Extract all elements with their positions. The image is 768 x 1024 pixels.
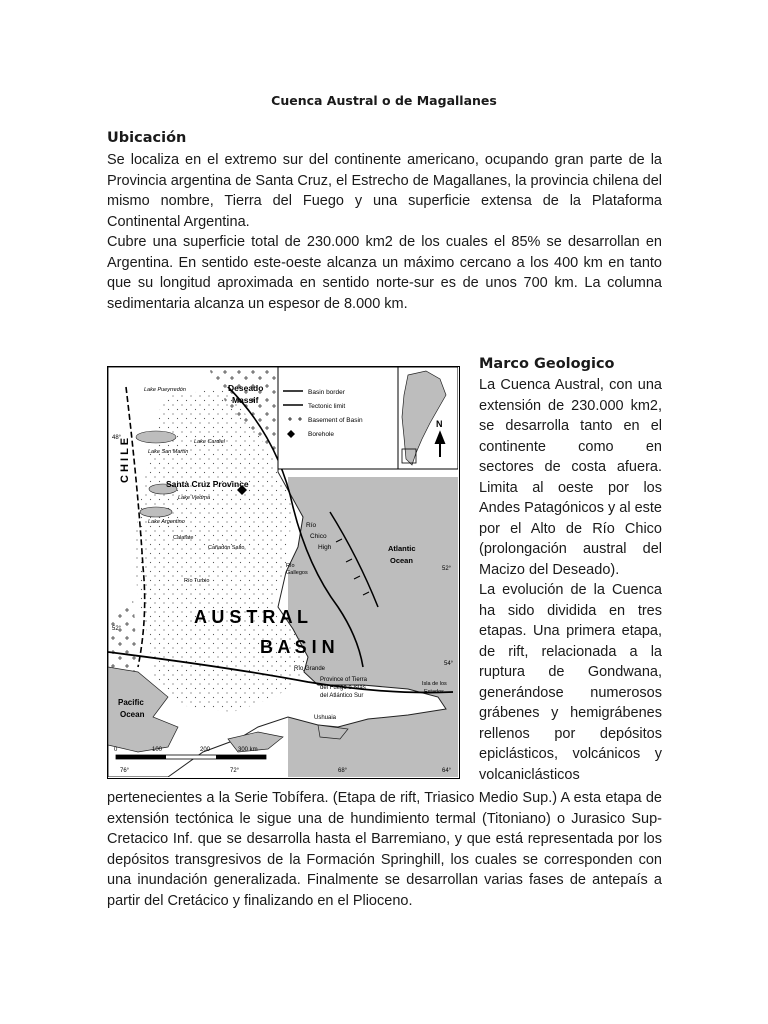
rio-gallegos-label-2: Gallegos [286,570,308,576]
lat-48: 48° [112,435,122,441]
rio-turbio-label: Río Turbio [184,578,210,584]
lon-76: 76° [120,768,130,774]
scale-200: 200 [200,747,211,753]
basin-label: B A S I N [260,637,335,657]
lake-viedma-label: Lake Viedma [178,495,211,501]
lake-pueyrredon-label: Lake Pueyrredón [144,387,186,393]
rio-chico-label-1: Río [306,522,317,529]
lat-52-east: 52° [442,566,452,572]
scale-0: 0 [114,747,118,753]
ushuaia-label: Ushuaia [314,715,337,721]
marco-paragraph-1: La Cuenca Austral, con una extensión de 230.000 km2, se desarrolla tanto en el continente como en sectores de costa afuera. Limita al oeste por los Andes Patagónicos y al este por el Alto de Río Chico (prolongación austral del Macizo del Deseado). [479,377,662,578]
lon-64: 64° [442,768,452,774]
lake-san-martin [136,431,176,443]
map-svg [108,367,458,777]
pacific-label-1: Pacific [118,698,144,707]
lon-72: 72° [230,768,240,774]
ubicacion-paragraph-2: Cubre una superficie total de 230.000 km2 de los cuales el 85% se desarrollan en Argentina. En sentido este-oeste alcanza un máximo cercano a los 400 km en tanto que su longitud aproximada en sentido norte-sur es de unos 700 km. La columna sedimentaria alcanza un espesor de 8.000 km. [107,234,662,312]
chile-label: C H I L E [119,437,131,483]
lake-argentino [140,507,172,517]
scale-100: 100 [152,747,163,753]
marco-side-column [479,375,662,785]
scale-300: 300 km [238,747,258,753]
lake-cardiel-label: Lake Cardiel [194,439,225,445]
page-title: Cuenca Austral o de Magallanes [271,93,497,108]
austral-label: A U S T R A L [194,607,308,627]
deseado-label: Deseado [228,383,264,393]
ubicacion-body [107,150,662,314]
atlantic-label-2: Ocean [390,556,413,565]
rio-gallegos-label-1: Río [286,563,295,569]
north-label: N [436,419,443,429]
rio-grande-label: Río Grande [294,666,326,672]
lake-san-martin-label: Lake San Martín [148,449,189,455]
section-heading-ubicacion: Ubicación [107,130,187,146]
tierra-label-1: Province of Tierra [320,677,368,683]
lake-argentino-label: Lake Argentino [148,519,185,525]
austral-basin-map [107,366,460,779]
canadon-salto-label: Cañadón Salto [208,545,245,551]
isla-estados-label-2: Estados [424,689,444,695]
marco-paragraph-2-side: La evolución de la Cuenca ha sido dividida en tres etapas. Una primera etapa, de rift, relacionada a la ruptura de Gondwana, generándose numerosos grábenes y hemigrábenes rellenos por depósitos epiclásticos, volcánicos y volcaniclásticos [479,582,662,783]
isla-estados-label-1: Isla de los [422,681,447,687]
calafate-label: Calafate [173,535,194,541]
tierra-label-2: del Fuego e Islas [320,685,366,691]
massif-label: Massif [232,395,259,405]
marco-paragraph-2-full: pertenecientes a la Serie Tobífera. (Etapa de rift, Triasico Medio Sup.) A esta etapa de extensión tectónica le sigue una de hundimiento termal (Titoniano) o Jurasico Sup-Cretacico Inf. que se desarrolla hasta el Barremiano, y que está representada por los depósitos transgresivos de la Formación Springhill, los cuales se corresponden con una inundación generalizada. Finalmente se desarrollan varias fases de antepaís a partir del Cretácico y finalizando en el Plioceno. [107,790,662,909]
legend-basin-border: Basin border [308,389,345,396]
lon-68: 68° [338,768,348,774]
rio-chico-label-2: Chico [310,533,327,540]
ubicacion-paragraph-1: Se localiza en el extremo sur del continente americano, ocupando gran parte de la Provincia argentina de Santa Cruz, el Estrecho de Magallanes, la provincia chilena del mismo nombre, Tierra del Fuego y una superficie extensa de la Plataforma Continental Argentina. [107,152,662,230]
tierra-label-3: del Atlántico Sur [320,693,364,699]
lat-52-west: 52° [112,626,122,632]
atlantic-label-1: Atlantic [388,544,416,553]
legend-basement: Basement of Basin [308,417,363,424]
legend-tectonic-limit: Tectonic limit [308,403,346,410]
lat-54: 54° [444,661,454,667]
legend-borehole: Borehole [308,431,335,438]
section-heading-marco-geologico: Marco Geologico [479,356,615,372]
santa-cruz-label: Santa Cruz Province [166,479,249,489]
rio-chico-label-3: High [318,544,332,551]
pacific-label-2: Ocean [120,710,145,719]
